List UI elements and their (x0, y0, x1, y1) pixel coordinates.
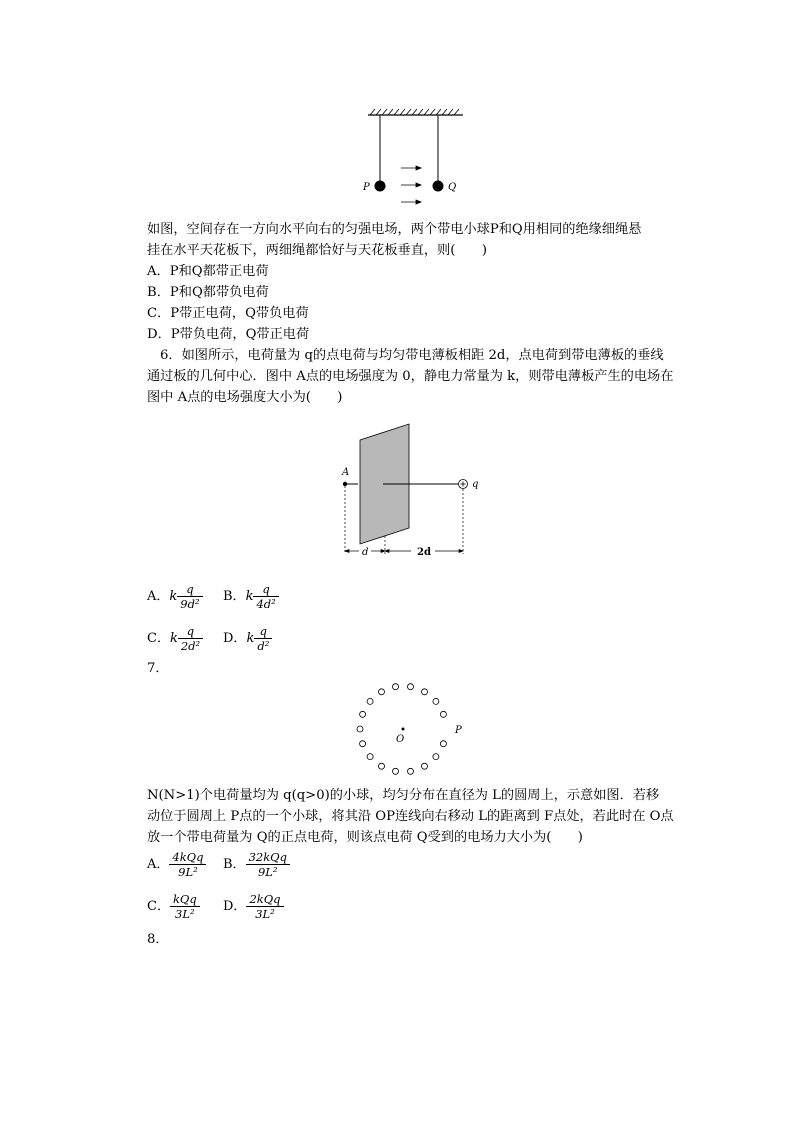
figure-pendulums (355, 105, 475, 205)
q7-option-b: B． $\frac{\text{32kQq}}{\text{9L²}}$ (223, 850, 290, 879)
ring-charge (422, 763, 428, 769)
q8-number: 8． (147, 932, 169, 947)
ring-charge (393, 684, 399, 690)
q6-line2: 通过板的几何中心．图中 A点的电场强度为 0，静电力常量为 k，则带电薄板产生的电场在 (147, 369, 674, 384)
ball-q (433, 181, 444, 192)
label-p: P (363, 182, 370, 193)
q6-line1: 6．如图所示，电荷量为 q的点电荷与均匀带电薄板相距 2d，点电荷到带电薄板的垂线 (160, 348, 664, 363)
ceiling-hatch (370, 109, 459, 115)
figure-ring (345, 678, 475, 783)
q6-option-d: D．k $\frac{q}{\text{d²}}$ (223, 624, 272, 653)
ring-charge (360, 741, 366, 747)
q5-option-d: D．P带负电荷，Q带正电荷 (147, 327, 310, 342)
q6-option-b: B．k $\frac{q}{\text{4d²}}$ (223, 582, 279, 611)
q5-line2: 挂在水平天花板下，两细绳都恰好与天花板垂直，则( ) (147, 243, 487, 258)
ring-charge (440, 711, 446, 717)
ring-charge (379, 689, 385, 695)
q5-option-a: A．P和Q都带正电荷 (147, 264, 269, 279)
ring-charge (357, 726, 363, 732)
label-d: d (362, 547, 369, 558)
label-o: O (396, 734, 405, 745)
ring-charge (408, 768, 414, 774)
q7-line3: 放一个带电荷量为 Q的正点电荷，则该点电荷 Q受到的电场力大小为( ) (147, 830, 583, 845)
q5-option-b: B．P和Q都带负电荷 (147, 285, 269, 300)
ring-charge (433, 698, 439, 704)
label-a: A (342, 467, 350, 478)
q7-option-c: C． $\frac{\text{kQq}}{\text{3L²}}$ (147, 892, 200, 921)
point-a (343, 482, 347, 486)
ring-charge (433, 754, 439, 760)
ring-charge (367, 754, 373, 760)
q5-option-c: C．P带正电荷，Q带负电荷 (147, 306, 309, 321)
ring-charge (408, 684, 414, 690)
q7-line2: 动位于圆周上 P点的一个小球，将其沿 OP连线向右移动 L的距离到 F点处，若此时在 O点 (147, 809, 674, 824)
ring-charge (379, 763, 385, 769)
label-2d: 2d (417, 547, 431, 558)
q5-line1: 如图，空间存在一方向水平向右的匀强电场，两个带电小球P和Q用相同的绝缘细绳悬 (147, 222, 642, 237)
ring-charge (367, 698, 373, 704)
q7-option-a: A． $\frac{\text{4kQq}}{\text{9L²}}$ (147, 850, 206, 879)
field-arrows (401, 166, 421, 204)
label-q: Q (448, 182, 457, 193)
ring-charge (360, 711, 366, 717)
label-p-ring: P (455, 725, 462, 736)
q7-option-d: D． $\frac{\text{2kQq}}{\text{3L²}}$ (223, 892, 284, 921)
q6-option-c: C．k $\frac{q}{\text{2d²}}$ (147, 624, 203, 653)
q6-line3: 图中 A点的电场强度大小为( ) (147, 390, 343, 405)
q7-line1: N(N>1)个电荷量均为 q(q>0)的小球，均匀分布在直径为 L的圆周上，示意如图．若移 (147, 788, 660, 803)
q7-number: 7． (147, 661, 169, 676)
center-o (402, 728, 405, 731)
ring-charge (393, 768, 399, 774)
ring-charge (440, 741, 446, 747)
ring-charge (422, 689, 428, 695)
q6-option-a: A．k $\frac{q}{\text{9d²}}$ (147, 582, 203, 611)
ball-p (375, 181, 386, 192)
figure-plate (335, 418, 495, 563)
label-charge-q: q (472, 479, 479, 490)
